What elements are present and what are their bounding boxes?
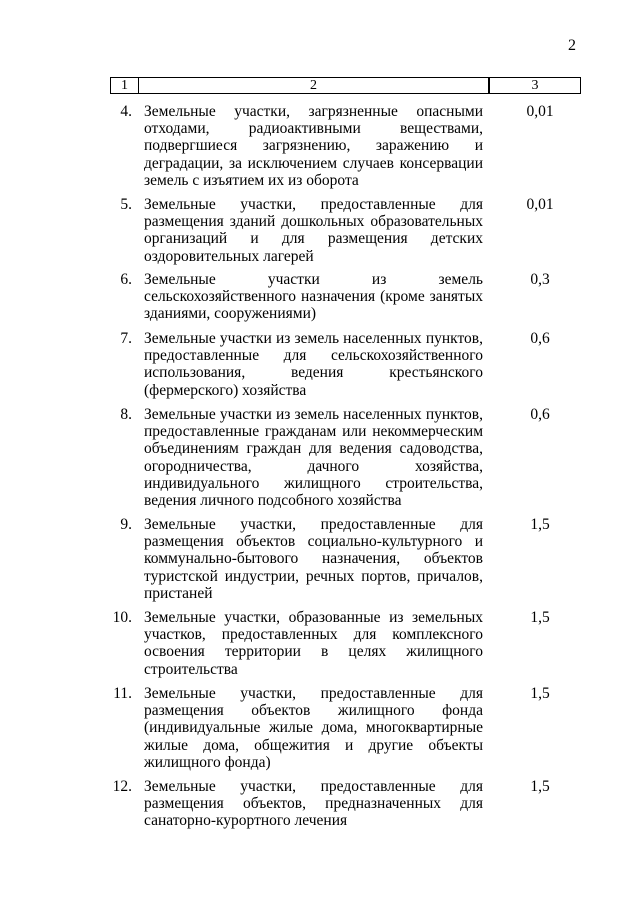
- row-description: Земельные участки, предоставленные для размещения объектов, предназначенных для санаторно-курортного лечения: [144, 778, 483, 830]
- row-value: 0,01: [526, 103, 554, 120]
- row-value: 0,3: [530, 271, 550, 288]
- row-description: Земельные участки, загрязненные опасными отходами, радиоактивными веществами, подвергшиеся загрязнению, заражению и деградации, за исключением случаев консервации земель с изъятием их из оборота: [144, 103, 483, 189]
- header-col-3: 3: [531, 77, 539, 93]
- page-number: 2: [568, 37, 576, 54]
- row-value: 0,6: [530, 330, 550, 347]
- row-number: 11.: [113, 685, 132, 702]
- header-col-1: 1: [111, 78, 139, 93]
- row-description: Земельные участки, образованные из земельных участков, предоставленных для комплексного освоения территории в целях жилищного строительства: [144, 609, 483, 678]
- row-value: 0,6: [530, 406, 550, 423]
- row-number: 12.: [112, 778, 132, 795]
- row-description: Земельные участки, предоставленные для размещения зданий дошкольных образовательных организаций и для размещения детских оздоровительных лагерей: [144, 196, 483, 265]
- row-description: Земельные участки, предоставленные для размещения объектов жилищного фонда (индивидуальные жилые дома, многоквартирные жилые дома, общежития и другие объекты жилищного фонда): [144, 685, 483, 771]
- row-value: 1,5: [530, 685, 550, 702]
- row-value: 1,5: [530, 778, 550, 795]
- row-number: 6.: [120, 271, 132, 288]
- row-number: 9.: [120, 516, 132, 533]
- table-header: [110, 77, 581, 94]
- row-number: 4.: [120, 103, 132, 120]
- row-value: 1,5: [530, 609, 550, 626]
- row-description: Земельные участки из земель населенных пунктов, предоставленные гражданам или некоммерческим объединениям граждан для ведения садоводства, огородничества, дачного хозяйства, индивидуального жилищного строительства, ведения личного подсобного хозяйства: [144, 406, 483, 510]
- row-number: 10.: [112, 609, 132, 626]
- row-value: 0,01: [526, 196, 554, 213]
- row-description: Земельные участки из земель сельскохозяйственного назначения (кроме занятых зданиями, сооружениями): [144, 271, 483, 323]
- row-number: 5.: [120, 196, 132, 213]
- row-number: 7.: [120, 330, 132, 347]
- row-description: Земельные участки из земель населенных пунктов, предоставленные для сельскохозяйственного использования, ведения крестьянского (фермерского) хозяйства: [144, 330, 483, 399]
- row-number: 8.: [120, 406, 132, 423]
- row-value: 1,5: [530, 516, 550, 533]
- header-col-2: 2: [139, 78, 490, 93]
- row-description: Земельные участки, предоставленные для размещения объектов социально-культурного и коммунально-бытового назначения, объектов туристской индустрии, речных портов, причалов, пристаней: [144, 516, 483, 602]
